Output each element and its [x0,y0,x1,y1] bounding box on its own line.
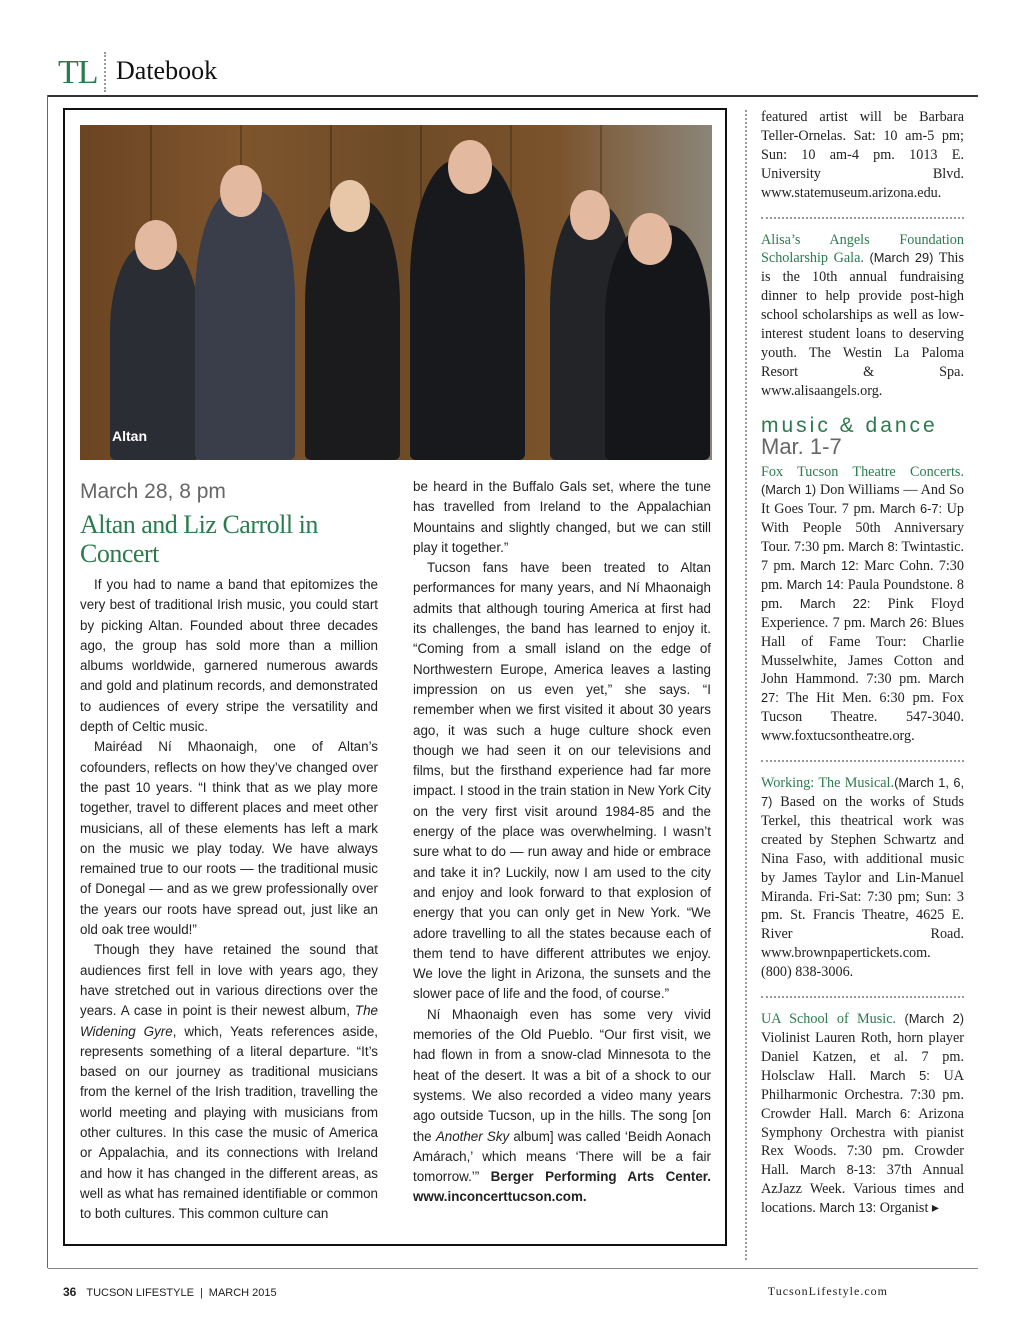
paragraph: Mairéad Ní Mhaonaigh, one of Altan’s cofounders, reflects on how they’ve changed over the past 10 years. “I think that as we play more together, travel to different places and meet other musicians, all of these elements has left a mark on the music we play today. We have always remained true to our roots — the traditional music of Donegal — and as we grew professionally over the years our roots have spread out, just like an old oak tree would!” [80,739,378,938]
left-rule [47,95,48,1268]
issue-date: MARCH 2015 [208,1287,277,1299]
magazine-logo: TL [58,54,98,91]
section-title: Datebook [116,56,218,85]
listing-alisa: Alisa’s Angels Foundation Scholarship Gala. (March 29) This is the 10th annual fundraising dinner to help provide post-high school scholarships as well as low-interest student loans to deserving youth. The Westin La Paloma Resort & Spa. www.alisaangels.org. [761,231,965,399]
listing-title: Fox Tucson Theatre Concerts. [761,463,964,480]
listing-ua: UA School of Music. (March 2) Violinist Lauren Roth, horn player Daniel Katzen, et al. 7 pm. Holsclaw Hall. March 5: UA Philharmonic Orchestra. 7:30 pm. Crowder Hall. March 6: Arizona Symphony Orchestra with pianist Rex Woods. 7:30 pm. Crowder Hall. March 8-13: 37th Annual AzJazz Week. Various times and locations. March 13: Organist ▸ [761,1011,965,1217]
listing-separator [761,996,964,998]
listing-fox: Fox Tucson Theatre Concerts. (March 1) Don Williams — And So It Goes Tour. 7 pm. March 6-7: Up With People 50th Anniversary Tour. 7:30 pm. March 8: Twintastic. 7 pm. March 12: Marc Cohn. 7:30 pm. March 14: Paula Poundstone. 8 pm. March 22: Pink Floyd Experience. 7 pm. March 26: Blues Hall of Fame Tour: Charlie Musselwhite, James Cotton and John Hammond. 7:30 pm. March 27: The Hit Men. 6:30 pm. Fox Tucson Theatre. 547-3040. www.foxtucsontheatre.org. [761,463,965,745]
footer-website[interactable]: TucsonLifestyle.com [767,1284,888,1298]
listing-continued: featured artist will be Barbara Teller-Ornelas. Sat: 10 am-5 pm; Sun: 10 am-4 pm. 1013 E. University Blvd. www.statemuseum.arizona.edu. [761,109,964,201]
listing-separator [761,217,964,219]
column-divider [745,110,747,1260]
paragraph: be heard in the Buffalo Gals set, where the tune has travelled from Ireland to the Appalachian Mountains and slightly changed, but we can still play it together.” [413,479,711,555]
listing-title: Alisa’s Angels Foundation Scholarship Gala. [761,231,964,267]
paragraph: Though they have retained the sound that audiences first fell in love with years ago, they have stretched out in various directions over the years. A case in point is their newest album, The Widening Gyre, which, Yeats references aside, represents something of a literal departure. “It’s based on our journey as traditional musicians from the kernel of the Irish tradition, travelling the world meeting and playing with musicians from other cultures. In this case the music of America or Appalachia, and its connections with Ireland and how it has changed in the different areas, as well as what has remained identifiable or common to both cultures. This common culture can [80,942,379,1222]
photo-caption: Altan [112,428,147,444]
paragraph: If you had to name a band that epitomizes the very best of traditional Irish music, you could start by picking Altan. Founded about three decades ago, the group has sold more than a million albums worldwide, garnered numerous awards and gold and platinum records, and demonstrated to audiences of every stripe the versatility and depth of Celtic music. [80,577,378,735]
top-rule [48,95,978,97]
footer-folio: 36 TUCSON LIFESTYLE | MARCH 2015 [63,1285,277,1299]
date-range-heading: Mar. 1-7 [761,433,842,459]
band-photo [80,125,712,460]
event-title: Altan and Liz Carroll in Concert [80,510,318,568]
venue-link[interactable]: Berger Performing Arts Center. www.inconcerttucson.com. [413,1169,711,1205]
listing-working: Working: The Musical.(March 1, 6, 7) Based on the works of Studs Terkel, this theatrical work was created by Stephen Schwartz and Nina Faso, with additional music by James Taylor and Lin-Manuel Miranda. Fri-Sat: 7:30 pm; Sun: 3 pm. St. Francis Theatre, 4625 E. River Road. www.brownpapertickets.com. (800) 838-3006. [761,775,964,981]
paragraph: Tucson fans have been treated to Altan performances for many years, and Ní Mhaonaigh admits that although touring America at first had its challenges, the band has learned to enjoy it. “Coming from a small island on the edge of Northwestern Europe, America leaves a lasting impression on us even yet,” she says. “I remember when we first visited it about 30 years ago, it was such a huge culture shock even though we had seen it on our televisions and films, but the firsthand experience had far more impact. I stood in the train station in New York City on the very first visit around 1984-85 and the energy of the place was overwhelming. I wasn’t sure what to do — run away and hide or embrace and take it in? Luckily, now I am used to the city and enjoy and look forward to that explosion of energy that you can only get in New York. “We adore travelling to all the states because each of them tend to have different attributes we enjoy. We love the light in Arizona, the sunsets and the slower pace of life and the food, of course.” [413,560,711,1002]
footer-rule [48,1268,978,1269]
listing-title: Working: The Musical. [761,775,895,792]
listing-separator [761,760,964,762]
header-divider [104,52,106,92]
listing-title: UA School of Music. [761,1011,897,1028]
article-column-1 [80,575,378,1225]
magazine-name: TUCSON LIFESTYLE [86,1287,194,1299]
event-date: March 28, 8 pm [80,480,226,503]
paragraph: Ní Mhaonaigh even has some very vivid memories of the Old Pueblo. “Our first visit, we had flown in from a snow-clad Minnesota to the heat of the desert. It was a bit of a shock to our systems. We also recorded a video many years ago outside Tucson, up in the hills. The song [on the Another Sky album] was called ‘Beidh Aonach Amárach,’ which means ‘There will be a fair tomorrow.’” Berger Performing Arts Center. www.inconcerttucson.com. [413,1006,711,1205]
article-column-2 [413,477,711,1208]
category-heading: music & dance [761,413,938,437]
album-title: Another Sky [435,1128,510,1144]
album-title: The Widening Gyre [80,1003,378,1039]
listings-column [761,108,964,1218]
page-number: 36 [63,1285,77,1299]
